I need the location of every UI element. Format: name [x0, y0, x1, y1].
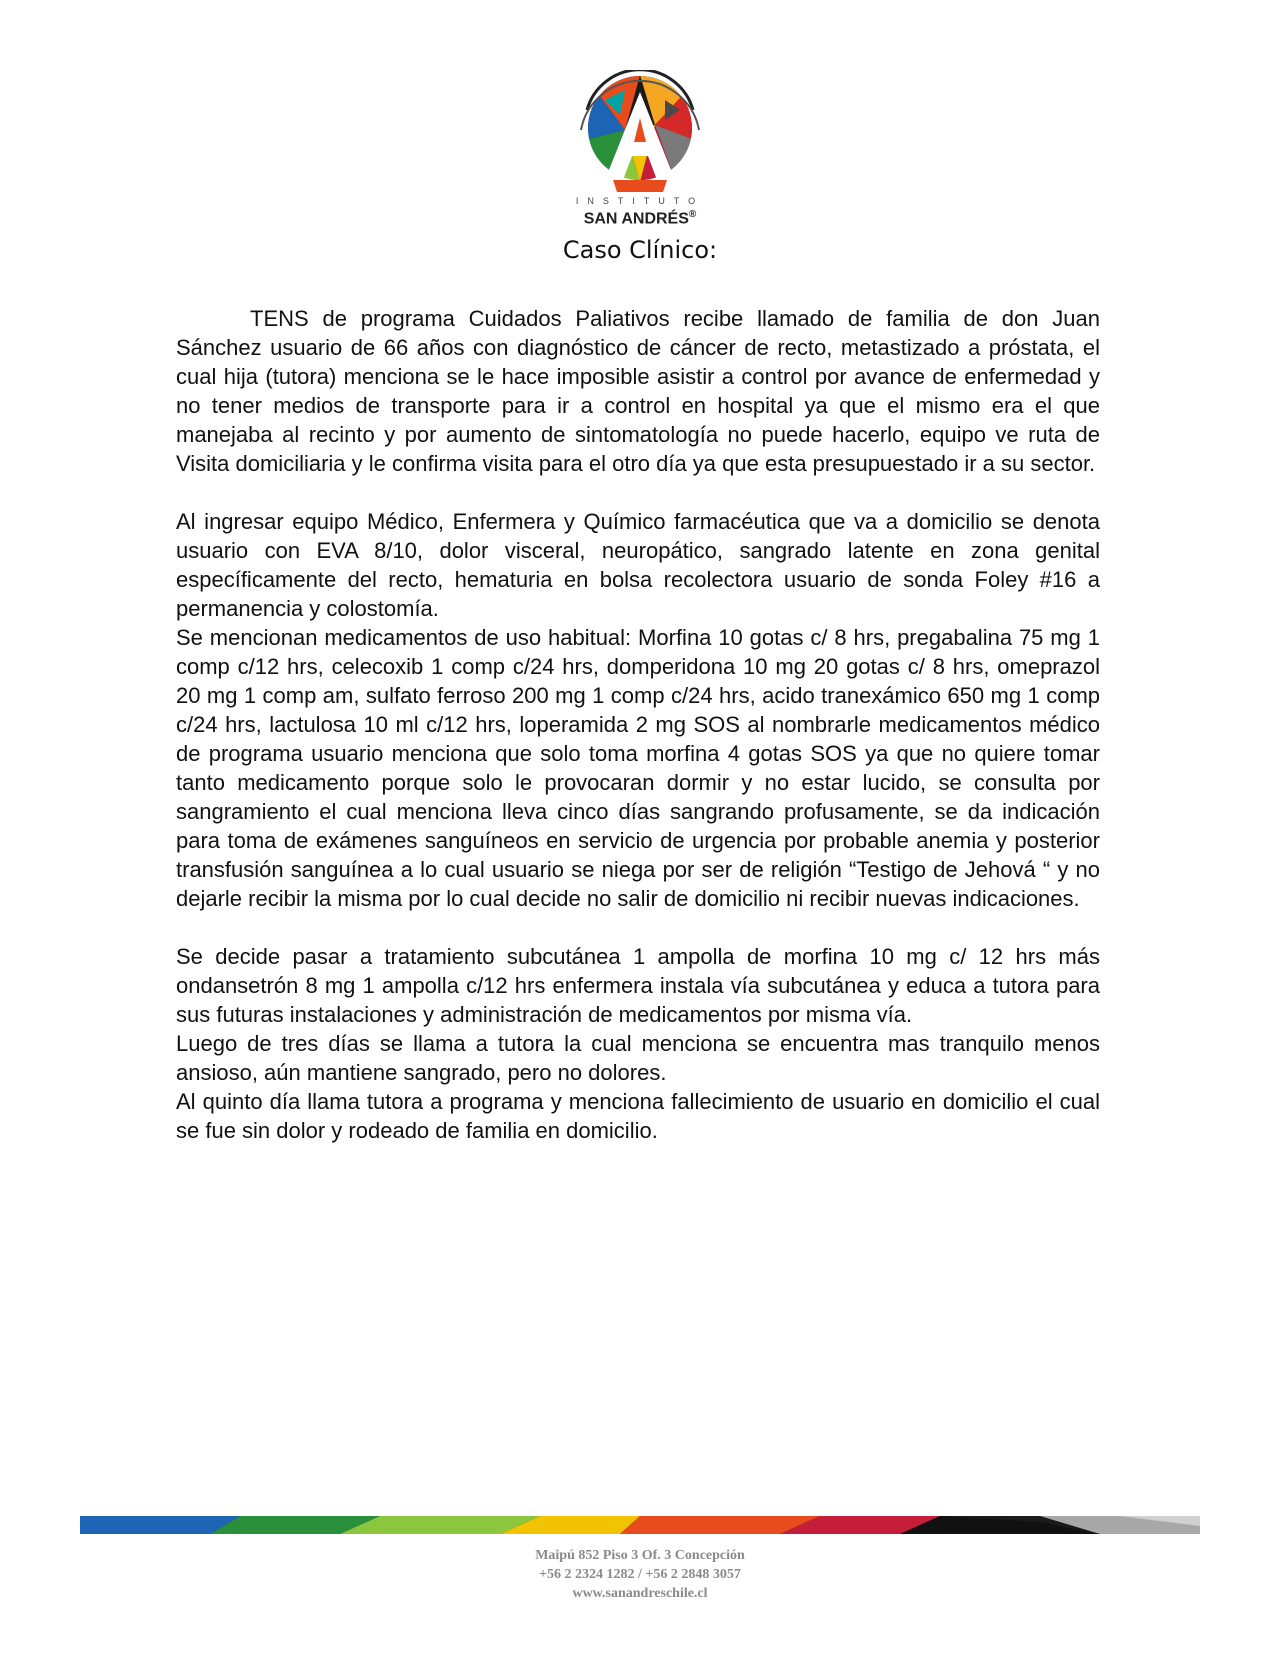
- registered-mark: ®: [688, 209, 697, 220]
- document-title: Caso Clínico:: [562, 236, 718, 264]
- case-body: [176, 304, 1100, 1145]
- institute-logo: [565, 70, 715, 245]
- footer-address: Maipú 852 Piso 3 Of. 3 Concepción: [535, 1548, 745, 1563]
- paragraph-followup: Luego de tres días se llama a tutora la cual menciona se encuentra mas tranquilo menos ansioso, aún mantiene sangrado, pero no dolores.: [176, 1031, 1100, 1085]
- paragraph-assessment: Al ingresar equipo Médico, Enfermera y Químico farmacéutica que va a domicilio se denota usuario con EVA 8/10, dolor visceral, neuropático, sangrado latente en zona genital específicamente del recto, hematuria en bolsa recolectora usuario de sonda Foley #16 a permanencia y colostomía.: [176, 509, 1100, 621]
- logo-name: [565, 209, 715, 228]
- paragraph-medications: Se mencionan medicamentos de uso habitual: Morfina 10 gotas c/ 8 hrs, pregabalina 75 mg 1 comp c/12 hrs, celecoxib 1 comp c/24 hrs, domperidona 10 mg 20 gotas c/ 8 hrs, omeprazol 20 mg 1 comp am, sulfato ferroso 200 mg 1 comp c/24 hrs, acido tranexámico 650 mg 1 comp c/24 hrs, lactulosa 10 ml c/12 hrs, loperamida 2 mg SOS al nombrarle medicamentos médico de programa usuario menciona que solo toma morfina 4 gotas SOS ya que no quiere tomar tanto medicamento porque solo le provocaran dormir y no estar lucido, se consulta por sangramiento el cual menciona lleva cinco días sangrando profusamente, se da indicación para toma de exámenes sanguíneos en servicio de urgencia por probable anemia y posterior transfusión sanguínea a lo cual usuario se niega por ser de religión “Testigo de Jehová “ y no dejarle recibir la misma por lo cual decide no salir de domicilio ni recibir nuevas indicaciones.: [176, 625, 1100, 911]
- footer-website: www.sanandreschile.cl: [572, 1586, 708, 1601]
- logo-instituto-text: INSTITUTO: [575, 196, 705, 206]
- paragraph-treatment: Se decide pasar a tratamiento subcutánea 1 ampolla de morfina 10 mg c/ 12 hrs más ondansetrón 8 mg 1 ampolla c/12 hrs enfermera instala vía subcutánea y educa a tutora para sus futuras instalaciones y administración de medicamentos por misma vía.: [176, 944, 1100, 1027]
- paragraph-intro: TENS de programa Cuidados Paliativos recibe llamado de familia de don Juan Sánchez usuario de 66 años con diagnóstico de cáncer de recto, metastizado a próstata, el cual hija (tutora) menciona se le hace imposible asistir a control por avance de enfermedad y no tener medios de transporte para ir a control en hospital ya que el mismo era el que manejaba al recinto y por aumento de sintomatología no puede hacerlo, equipo ve ruta de Visita domiciliaria y le confirma visita para el otro día ya que esta presupuestado ir a su sector.: [176, 306, 1100, 476]
- footer-band-graphic: [80, 1516, 1200, 1534]
- paragraph-outcome: Al quinto día llama tutora a programa y menciona fallecimiento de usuario en domicilio el cual se fue sin dolor y rodeado de familia en domicilio.: [176, 1089, 1100, 1143]
- footer-contact: [0, 1546, 1280, 1603]
- logo-emblem-icon: [565, 70, 715, 205]
- footer-phones: +56 2 2324 1282 / +56 2 2848 3057: [539, 1567, 741, 1582]
- footer-color-band: [80, 1516, 1200, 1534]
- logo-name-text: SAN ANDRÉS: [583, 210, 689, 228]
